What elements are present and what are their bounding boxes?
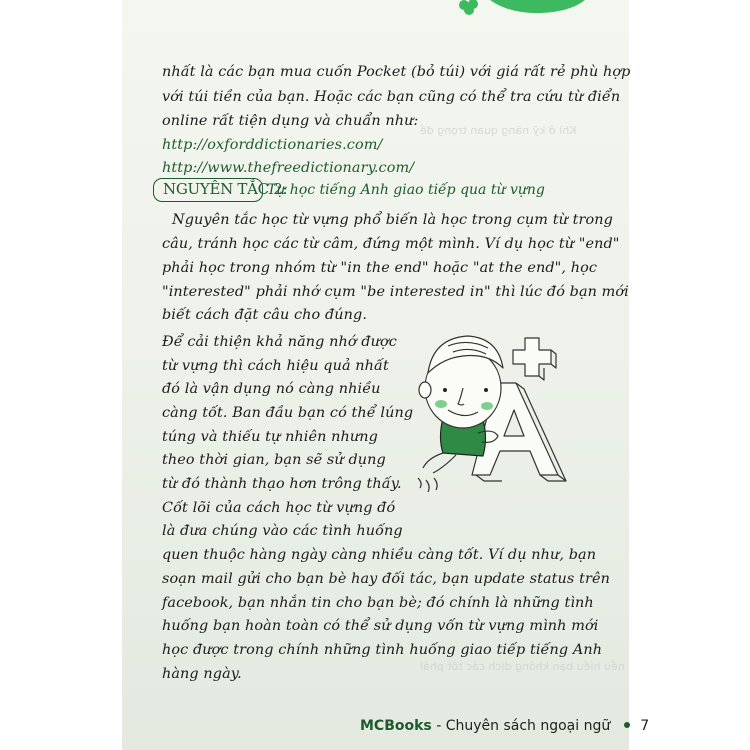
bleed-through-text: nếu hiểu bạn không dịch các tốt phải <box>420 660 625 673</box>
paragraph-line: soạn mail gửi cho bạn bè hay đối tác, bạn update status trên <box>162 571 610 587</box>
rule-badge-label: NGUYÊN TẮC 2: <box>163 180 288 198</box>
intro-line: với túi tiền của bạn. Hoặc các bạn cũng có thể tra cứu từ điển <box>162 89 621 105</box>
paragraph-line: Cốt lõi của cách học từ vựng đó <box>162 500 396 516</box>
paragraph-line: facebook, bạn nhắn tin cho bạn bè; đó chính là những tình <box>162 595 594 611</box>
paragraph-line: hàng ngày. <box>162 666 242 682</box>
paragraph-line: biết cách đặt câu cho đúng. <box>162 307 367 323</box>
intro-line: nhất là các bạn mua cuốn Pocket (bỏ túi) với giá rất rẻ phù hợp <box>162 64 631 80</box>
paragraph-line: Để cải thiện khả năng nhớ được <box>162 334 397 350</box>
intro-line: online rất tiện dụng và chuẩn như: <box>162 113 419 129</box>
oxford-link[interactable]: http://oxforddictionaries.com/ <box>162 137 383 153</box>
paragraph-line: từ vựng thì cách hiệu quả nhất <box>162 358 389 374</box>
page-footer <box>360 718 649 734</box>
bleed-through-text: Khi ở kỹ năng quan trọng để <box>420 124 577 137</box>
paragraph-line: phải học trong nhóm từ "in the end" hoặc "at the end", học <box>162 260 598 276</box>
paragraph-line: theo thời gian, bạn sẽ sử dụng <box>162 452 386 468</box>
bullet-dot-icon <box>624 722 630 728</box>
paragraph-line: túng và thiếu tự nhiên nhưng <box>162 429 378 445</box>
paragraph-line: đó là vận dụng nó càng nhiều <box>162 381 381 397</box>
plus-icon <box>513 338 551 376</box>
paragraph-line: huống bạn hoàn toàn có thể sử dụng vốn từ vựng mình mới <box>162 618 599 634</box>
page-number: 7 <box>640 718 650 734</box>
paragraph-line: càng tốt. Ban đầu bạn có thể lúng <box>162 405 414 421</box>
paragraph-line: học được trong chính những tình huống giao tiếp tiếng Anh <box>162 642 603 658</box>
freedictionary-link[interactable]: http://www.thefreedictionary.com/ <box>162 160 415 176</box>
paragraph-line: "interested" phải nhớ cụm "be interested in" thì lúc đó bạn mới <box>162 284 629 300</box>
paragraph-line: câu, tránh học các từ câm, đứng một mình. Ví dụ học từ "end" <box>162 236 620 252</box>
leaf-decoration-icon <box>490 0 585 16</box>
publisher-brand: MCBooks <box>360 718 432 734</box>
paragraph-line: Nguyên tắc học từ vựng phổ biến là học trong cụm từ trong <box>172 212 613 228</box>
section-title: Tự học tiếng Anh giao tiếp qua từ vựng <box>267 182 545 198</box>
publisher-tagline: - Chuyên sách ngoại ngữ <box>431 718 611 734</box>
paragraph-line: là đưa chúng vào các tình huống <box>162 523 403 539</box>
paragraph-line: quen thuộc hàng ngày càng nhiều càng tốt. Ví dụ như, bạn <box>162 547 597 563</box>
paragraph-line: từ đó thành thạo hơn trông thấy. <box>162 476 402 492</box>
clover-decoration-icon <box>456 0 486 16</box>
boy-with-letter-a-illustration <box>408 328 598 503</box>
